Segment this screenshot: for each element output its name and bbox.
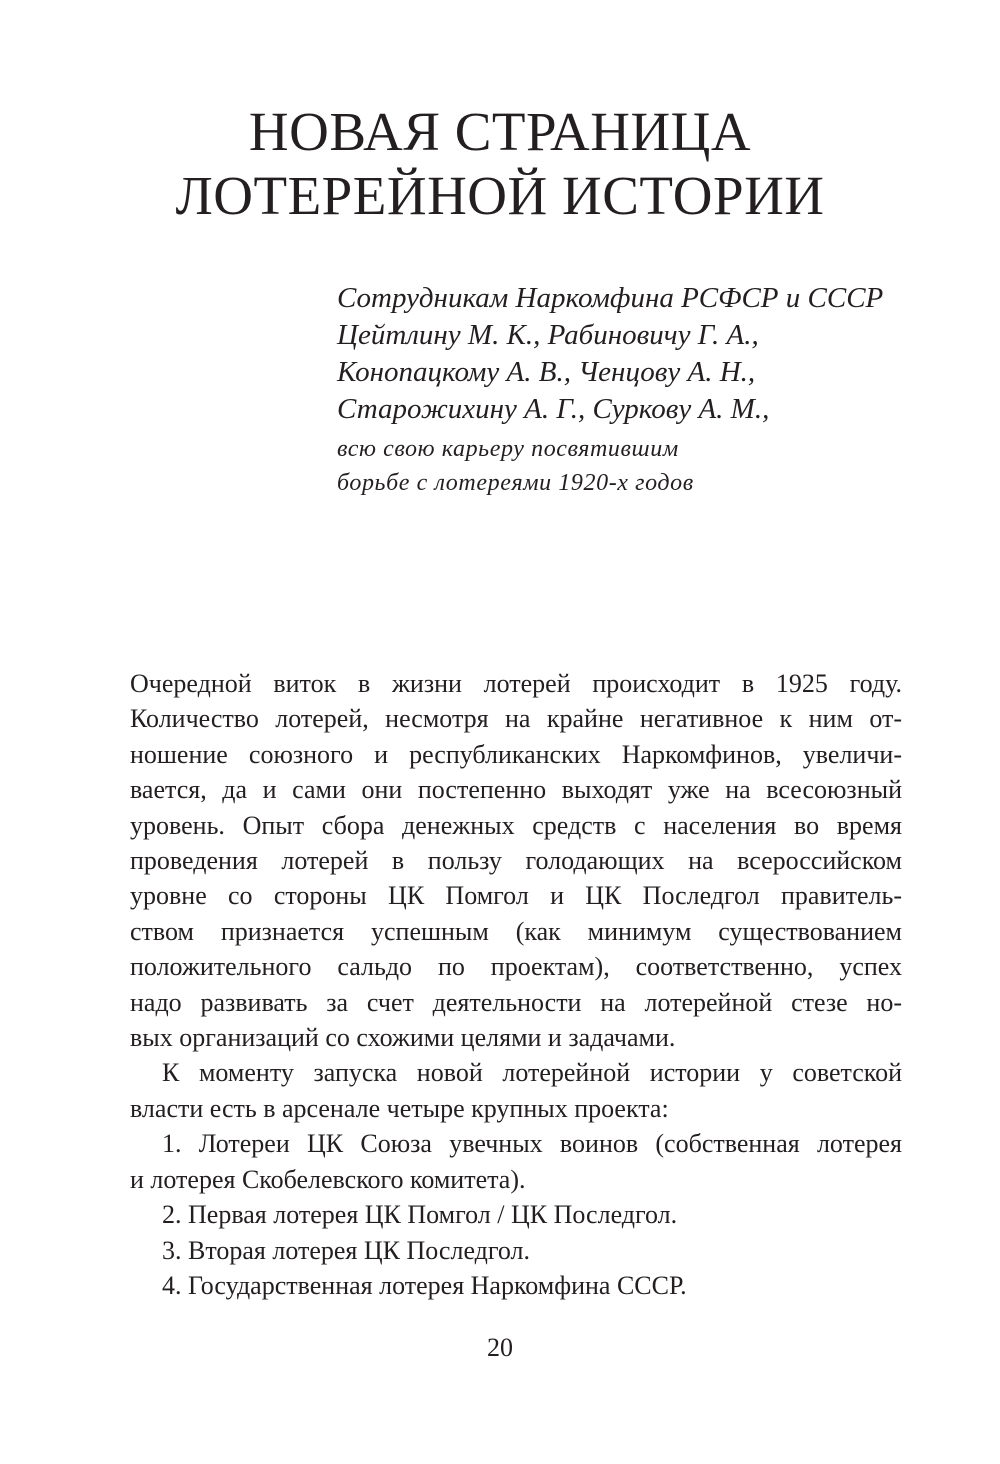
epigraph-line: Старожихину А. Г., Суркову А. М., [337,393,770,425]
epigraph-dedication [337,280,947,500]
body-line: Количество лотерей, несмотря на крайне негативное к ним от- [130,704,902,734]
body-line: уровень. Опыт сбора денежных средств с населения во время [130,810,902,840]
body-text [130,666,902,1303]
body-line: проведения лотерей в пользу голодающих на всероссийском [130,846,902,876]
list-item: 3. Вторая лотерея ЦК Последгол. [162,1235,531,1265]
body-line: уровне со стороны ЦК Помгол и ЦК Последгол правитель- [130,881,902,911]
body-line: надо развивать за счет деятельности на лотерейной стезе но- [130,987,902,1017]
epigraph-line: всю свою карьеру посвятившим [337,436,679,462]
body-line: власти есть в арсенале четыре крупных проекта: [130,1093,669,1123]
list-item-continuation: и лотерея Скобелевского комитета). [130,1164,526,1194]
page-number: 20 [487,1333,513,1362]
body-line: вается, да и сами они постепенно выходят уже на всесоюзный [130,775,902,805]
list-item: 4. Государственная лотерея Наркомфина СССР. [162,1270,687,1300]
body-line: вых организаций со схожими целями и задачами. [130,1023,676,1053]
epigraph-line: Сотрудникам Наркомфина РСФСР и СССР [337,282,884,314]
epigraph-line: Цейтлину М. К., Рабиновичу Г. А., [337,319,759,351]
chapter-title-line-2: ЛОТЕРЕЙНОЙ ИСТОРИИ [175,165,825,226]
epigraph-line: борьбе с лотереями 1920-х годов [337,470,694,496]
body-line: положительного сальдо по проектам), соответственно, успех [130,952,902,982]
body-line: ством признается успешным (как минимум существованием [130,916,902,946]
body-line: К моменту запуска новой лотерейной истории у советской [162,1058,902,1088]
list-item: 1. Лотереи ЦК Союза увечных воинов (собственная лотерея [162,1129,902,1159]
body-line: ношение союзного и республиканских Наркомфинов, увеличи- [130,739,902,769]
list-item: 2. Первая лотерея ЦК Помгол / ЦК Последгол. [162,1200,678,1230]
chapter-title [0,100,1000,228]
body-line: Очередной виток в жизни лотерей происходит в 1925 году. [130,669,902,698]
chapter-title-line-1: НОВАЯ СТРАНИЦА [248,101,752,162]
epigraph-line: Конопацкому А. В., Ченцову А. Н., [337,356,756,388]
